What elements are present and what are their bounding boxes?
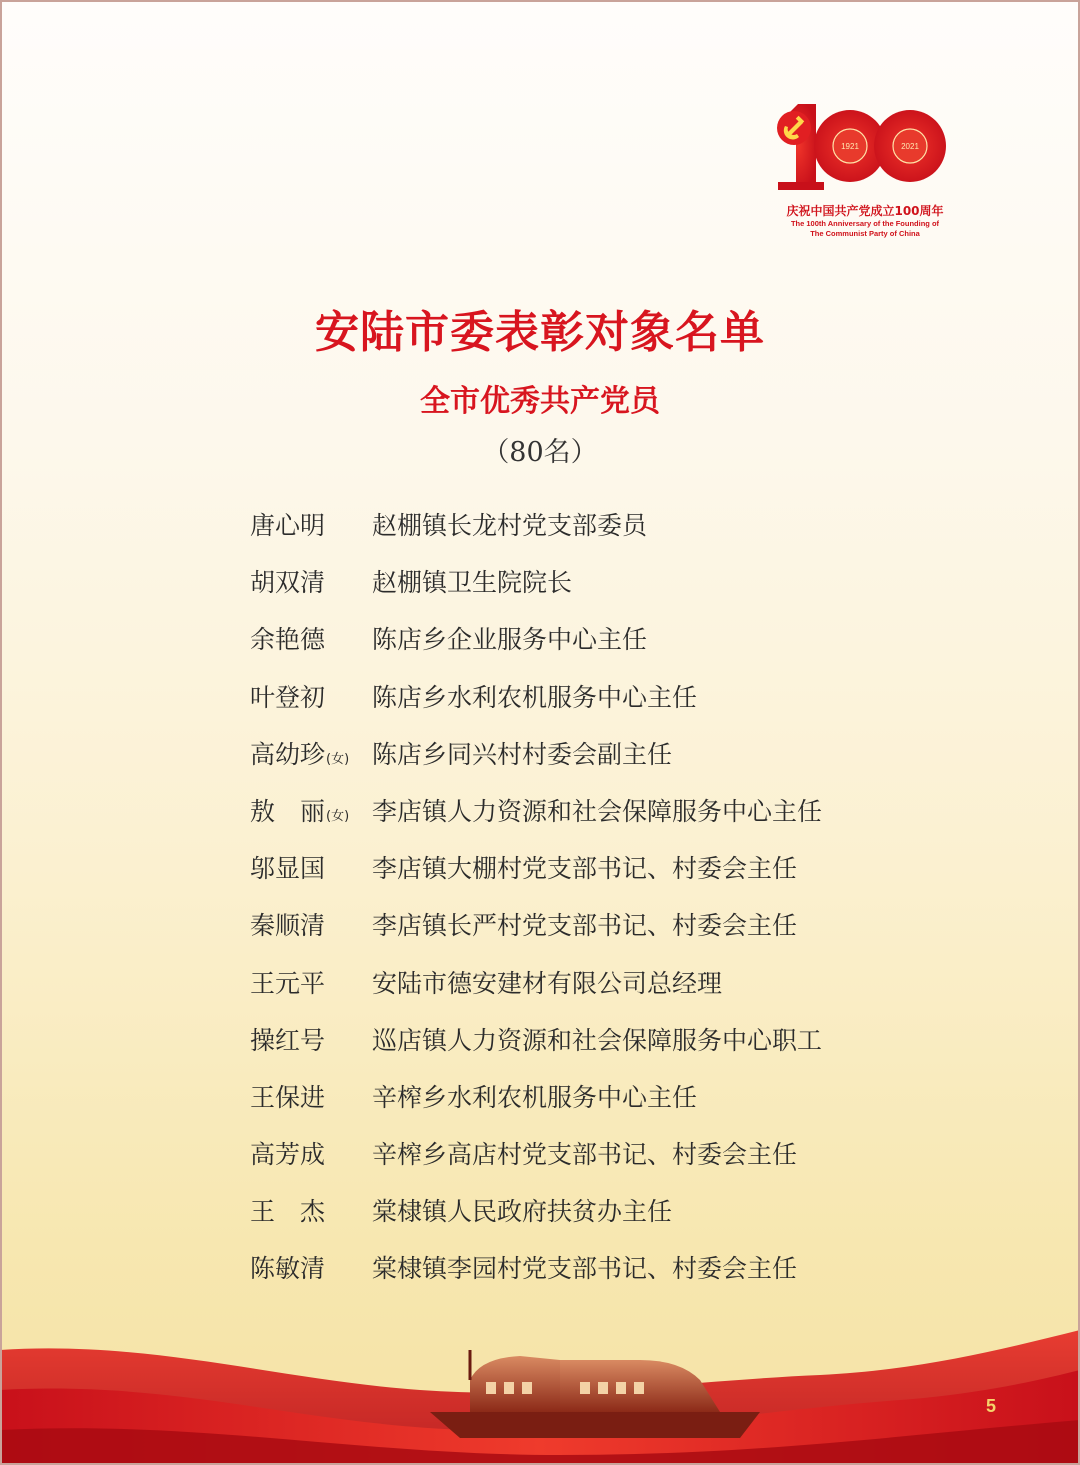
list-item bbox=[250, 562, 890, 619]
list-item bbox=[250, 963, 890, 1020]
list-item bbox=[250, 848, 890, 905]
honoree-name-text: 王元平 bbox=[250, 968, 326, 998]
honoree-position: 辛榨乡高店村党支部书记、村委会主任 bbox=[372, 1140, 798, 1170]
honoree-name-text: 高芳成 bbox=[250, 1140, 326, 1170]
logo-caption-cn: 庆祝中国共产党成立100周年 bbox=[786, 204, 944, 218]
logo-year-end: 2021 bbox=[901, 142, 919, 151]
list-item bbox=[250, 1248, 890, 1305]
honoree-position: 辛榨乡水利农机服务中心主任 bbox=[372, 1082, 698, 1112]
honoree-name-text: 余艳德 bbox=[250, 625, 326, 655]
honoree-name-text: 高幼珍 bbox=[250, 739, 326, 769]
honoree-name-text: 秦顺清 bbox=[250, 911, 326, 941]
logo-caption-en-line1: The 100th Anniversary of the Founding of bbox=[790, 219, 940, 228]
honoree-list bbox=[250, 505, 890, 1306]
honoree-name bbox=[250, 1248, 325, 1290]
honoree-name-text: 敖 丽 bbox=[250, 796, 326, 826]
centenary-100-icon bbox=[770, 98, 960, 198]
list-item bbox=[250, 734, 890, 791]
honoree-name bbox=[250, 905, 325, 947]
honoree-name-text: 王保进 bbox=[250, 1082, 326, 1112]
honoree-position: 赵棚镇长龙村党支部委员 bbox=[372, 511, 648, 540]
honoree-name bbox=[250, 1077, 325, 1119]
honoree-position: 棠棣镇李园村党支部书记、村委会主任 bbox=[372, 1254, 798, 1284]
logo-caption-en-line2: The Communist Party of China bbox=[810, 229, 920, 238]
honoree-name-text: 唐心明 bbox=[250, 511, 326, 540]
list-item bbox=[250, 619, 890, 676]
honoree-count: （80名） bbox=[482, 437, 598, 468]
honoree-name-text: 邬显国 bbox=[250, 854, 326, 884]
honoree-name-text: 叶登初 bbox=[250, 682, 326, 712]
logo-year-start: 1921 bbox=[841, 142, 859, 151]
list-item bbox=[250, 791, 890, 848]
honoree-name bbox=[250, 1191, 325, 1233]
bottom-ribbon-decoration bbox=[0, 1320, 1080, 1465]
honoree-position: 李店镇人力资源和社会保障服务中心主任 bbox=[372, 796, 823, 826]
list-item bbox=[250, 1020, 890, 1077]
honoree-name bbox=[250, 677, 325, 719]
honoree-name bbox=[250, 505, 325, 547]
honoree-position: 李店镇大棚村党支部书记、村委会主任 bbox=[372, 854, 798, 884]
honoree-position: 安陆市德安建材有限公司总经理 bbox=[372, 968, 723, 998]
list-item bbox=[250, 905, 890, 962]
honoree-position: 棠棣镇人民政府扶贫办主任 bbox=[372, 1197, 673, 1227]
honoree-position: 赵棚镇卫生院院长 bbox=[372, 568, 573, 598]
honoree-name-text: 胡双清 bbox=[250, 568, 326, 598]
honoree-position: 陈店乡水利农机服务中心主任 bbox=[372, 682, 698, 712]
honoree-name bbox=[250, 1020, 325, 1062]
list-item bbox=[250, 1134, 890, 1191]
honoree-name-text: 操红号 bbox=[250, 1025, 326, 1055]
list-item bbox=[250, 677, 890, 734]
honoree-position: 巡店镇人力资源和社会保障服务中心职工 bbox=[372, 1025, 823, 1055]
honoree-position: 陈店乡同兴村村委会副主任 bbox=[372, 739, 673, 769]
gender-mark: (女) bbox=[326, 751, 350, 767]
honoree-name bbox=[250, 848, 325, 890]
honoree-name bbox=[250, 562, 325, 604]
honoree-name bbox=[250, 619, 325, 661]
page-subtitle: 全市优秀共产党员 bbox=[420, 384, 660, 419]
honoree-name bbox=[250, 734, 349, 781]
gender-mark: (女) bbox=[326, 808, 350, 824]
honoree-position: 陈店乡企业服务中心主任 bbox=[372, 625, 648, 655]
honoree-name bbox=[250, 791, 349, 838]
list-item bbox=[250, 505, 890, 562]
page-number: 5 bbox=[985, 1396, 996, 1416]
honoree-name-text: 王 杰 bbox=[250, 1197, 326, 1227]
honoree-name bbox=[250, 963, 325, 1005]
list-item bbox=[250, 1077, 890, 1134]
honoree-name bbox=[250, 1134, 325, 1176]
centenary-logo bbox=[770, 98, 960, 248]
page-title: 安陆市委表彰对象名单 bbox=[315, 307, 765, 358]
list-item bbox=[250, 1191, 890, 1248]
honoree-name-text: 陈敏清 bbox=[250, 1254, 326, 1284]
honoree-position: 李店镇长严村党支部书记、村委会主任 bbox=[372, 911, 798, 941]
